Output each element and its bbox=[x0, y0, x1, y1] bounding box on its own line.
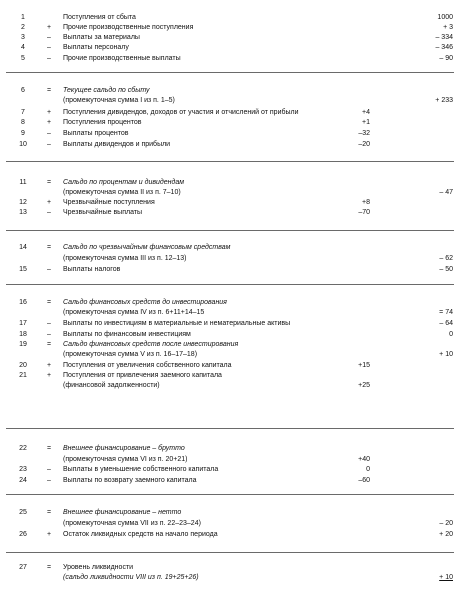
statement-row bbox=[0, 97, 460, 106]
row-number: 3 bbox=[21, 34, 25, 41]
row-operator: = bbox=[46, 564, 52, 571]
row-label: (промежуточная сумма IV из п. 6+11+14–15 bbox=[63, 309, 205, 316]
statement-row bbox=[0, 24, 460, 33]
row-operator: – bbox=[47, 34, 51, 41]
row-value-total: + 233 bbox=[435, 97, 453, 104]
row-number: 23 bbox=[19, 466, 27, 473]
row-value-intermediate: +8 bbox=[362, 199, 370, 206]
row-number: 16 bbox=[19, 299, 27, 306]
row-number: 27 bbox=[19, 564, 27, 571]
row-value-intermediate: +15 bbox=[358, 362, 370, 369]
row-label: (промежуточная сумма VI из п. 20+21) bbox=[63, 456, 188, 463]
statement-row bbox=[0, 189, 460, 198]
row-label: Сальдо финансовых средств до инвестирования bbox=[63, 299, 227, 306]
row-number: 11 bbox=[19, 179, 27, 186]
section-divider bbox=[6, 552, 454, 553]
statement-row bbox=[0, 477, 460, 486]
row-label: Выплаты по инвестициям в материальные и нематериальные активы bbox=[63, 320, 291, 327]
row-number: 18 bbox=[19, 331, 27, 338]
row-label: Выплаты по возврату заемного капитала bbox=[63, 477, 197, 484]
section-divider bbox=[6, 428, 454, 429]
section-divider bbox=[6, 284, 454, 285]
row-label: Выплаты в уменьшение собственного капитала bbox=[63, 466, 219, 473]
row-operator: + bbox=[46, 362, 52, 369]
row-label: Поступления от увеличения собственного капитала bbox=[63, 362, 232, 369]
row-label: (финансовой задолженности) bbox=[63, 382, 160, 389]
row-operator: – bbox=[47, 266, 51, 273]
row-value-intermediate: +40 bbox=[358, 456, 370, 463]
row-operator: + bbox=[46, 531, 52, 538]
row-label: Выплаты по финансовым инвестициям bbox=[63, 331, 191, 338]
section-divider bbox=[6, 161, 454, 162]
statement-row bbox=[0, 320, 460, 329]
row-operator: – bbox=[47, 331, 51, 338]
row-operator: = bbox=[46, 87, 52, 94]
row-value-total: – 62 bbox=[439, 255, 453, 262]
statement-row bbox=[0, 141, 460, 150]
row-label: Прочие производственные выплаты bbox=[63, 55, 181, 62]
row-label: Сальдо по чрезвычайным финансовым средствам bbox=[63, 244, 231, 251]
row-value-intermediate: –32 bbox=[358, 130, 370, 137]
statement-row bbox=[0, 87, 460, 96]
row-number: 13 bbox=[19, 209, 27, 216]
row-label: Поступления от сбыта bbox=[63, 14, 136, 21]
statement-row bbox=[0, 244, 460, 253]
row-label: Выплаты за материалы bbox=[63, 34, 140, 41]
statement-row bbox=[0, 179, 460, 188]
row-value-total: – 64 bbox=[439, 320, 453, 327]
row-number: 5 bbox=[21, 55, 25, 62]
row-value-total: – 334 bbox=[435, 34, 453, 41]
row-label: Внешнее финансирование – брутто bbox=[63, 445, 185, 452]
statement-row bbox=[0, 130, 460, 139]
row-operator: = bbox=[46, 299, 52, 306]
row-number: 4 bbox=[21, 44, 25, 51]
row-value-total: – 90 bbox=[439, 55, 453, 62]
row-number: 14 bbox=[19, 244, 27, 251]
row-number: 2 bbox=[21, 24, 25, 31]
row-label: Текущее сальдо по сбыту bbox=[63, 87, 150, 94]
row-number: 6 bbox=[21, 87, 25, 94]
row-number: 22 bbox=[19, 445, 27, 452]
statement-row bbox=[0, 520, 460, 529]
row-value-total: – 47 bbox=[439, 189, 453, 196]
statement-row bbox=[0, 382, 460, 391]
row-number: 1 bbox=[21, 14, 25, 21]
row-number: 19 bbox=[19, 341, 27, 348]
row-number: 9 bbox=[21, 130, 25, 137]
row-number: 12 bbox=[19, 199, 27, 206]
row-number: 25 bbox=[19, 509, 27, 516]
row-number: 17 bbox=[19, 320, 27, 327]
row-operator: – bbox=[47, 44, 51, 51]
row-label: Сальдо финансовых средств после инвестирования bbox=[63, 341, 239, 348]
row-label: Выплаты персоналу bbox=[63, 44, 129, 51]
section-divider bbox=[6, 230, 454, 231]
row-label: Уровень ликвидности bbox=[63, 564, 134, 571]
statement-row bbox=[0, 564, 460, 573]
row-value-intermediate: +25 bbox=[358, 382, 370, 389]
statement-row bbox=[0, 466, 460, 475]
statement-row bbox=[0, 341, 460, 350]
row-operator: + bbox=[46, 119, 52, 126]
row-label: Прочие производственные поступления bbox=[63, 24, 194, 31]
row-value-intermediate: +1 bbox=[362, 119, 370, 126]
row-label: Поступления процентов bbox=[63, 119, 142, 126]
row-value-total: 0 bbox=[449, 331, 453, 338]
row-value-total: – 346 bbox=[435, 44, 453, 51]
row-value-total: = 74 bbox=[439, 309, 453, 316]
row-value-total: – 50 bbox=[439, 266, 453, 273]
row-value-total: + 3 bbox=[443, 24, 453, 31]
row-label: Сальдо по процентам и дивидендам bbox=[63, 179, 185, 186]
row-label: Выплаты дивидендов и прибыли bbox=[63, 141, 171, 148]
row-number: 15 bbox=[19, 266, 27, 273]
row-label: (сальдо ликвидности VIII из п. 19+25+26) bbox=[63, 574, 199, 581]
row-operator: = bbox=[46, 341, 52, 348]
statement-row bbox=[0, 362, 460, 371]
statement-row bbox=[0, 55, 460, 64]
row-label: Поступления от привлечения заемного капитала bbox=[63, 372, 222, 379]
row-value-intermediate: –20 bbox=[358, 141, 370, 148]
row-label: (промежуточная сумма II из п. 7–10) bbox=[63, 189, 181, 196]
row-number: 21 bbox=[19, 372, 27, 379]
row-value-intermediate: 0 bbox=[366, 466, 370, 473]
statement-row bbox=[0, 372, 460, 381]
statement-row bbox=[0, 445, 460, 454]
row-operator: – bbox=[47, 141, 51, 148]
statement-row bbox=[0, 255, 460, 264]
row-label: (промежуточная сумма I из п. 1–5) bbox=[63, 97, 175, 104]
row-value-total: – 20 bbox=[439, 520, 453, 527]
row-number: 24 bbox=[19, 477, 27, 484]
row-value-total: + 10 bbox=[439, 574, 453, 581]
statement-row bbox=[0, 531, 460, 540]
row-operator: = bbox=[46, 509, 52, 516]
row-operator: – bbox=[47, 209, 51, 216]
row-label: Выплаты процентов bbox=[63, 130, 129, 137]
row-operator: – bbox=[47, 477, 51, 484]
row-value-intermediate: +4 bbox=[362, 109, 370, 116]
row-label: Чрезвычайные поступления bbox=[63, 199, 155, 206]
statement-row bbox=[0, 209, 460, 218]
statement-row bbox=[0, 34, 460, 43]
row-value-total: + 10 bbox=[439, 351, 453, 358]
row-number: 26 bbox=[19, 531, 27, 538]
row-operator: + bbox=[46, 109, 52, 116]
row-operator: = bbox=[46, 179, 52, 186]
statement-row bbox=[0, 456, 460, 465]
statement-row bbox=[0, 266, 460, 275]
row-operator: = bbox=[46, 445, 52, 452]
row-operator: – bbox=[47, 55, 51, 62]
statement-row bbox=[0, 199, 460, 208]
row-operator: + bbox=[46, 372, 52, 379]
statement-row bbox=[0, 351, 460, 360]
section-divider bbox=[6, 72, 454, 73]
section-divider bbox=[6, 494, 454, 495]
row-label: Выплаты налогов bbox=[63, 266, 121, 273]
statement-row bbox=[0, 574, 460, 583]
row-value-intermediate: –70 bbox=[358, 209, 370, 216]
statement-row bbox=[0, 309, 460, 318]
row-number: 20 bbox=[19, 362, 27, 369]
statement-row bbox=[0, 14, 460, 23]
row-value-total: 1000 bbox=[437, 14, 453, 21]
row-operator: – bbox=[47, 320, 51, 327]
row-operator: = bbox=[46, 244, 52, 251]
statement-row bbox=[0, 109, 460, 118]
row-operator: – bbox=[47, 130, 51, 137]
row-operator: + bbox=[46, 24, 52, 31]
row-label: (промежуточная сумма III из п. 12–13) bbox=[63, 255, 187, 262]
statement-row bbox=[0, 44, 460, 53]
row-label: Чрезвычайные выплаты bbox=[63, 209, 143, 216]
row-label: Остаток ликвидных средств на начало периода bbox=[63, 531, 218, 538]
row-value-intermediate: –60 bbox=[358, 477, 370, 484]
row-label: (промежуточная сумма V из п. 16–17–18) bbox=[63, 351, 198, 358]
row-number: 7 bbox=[21, 109, 25, 116]
row-operator: + bbox=[46, 199, 52, 206]
statement-row bbox=[0, 119, 460, 128]
row-number: 10 bbox=[19, 141, 27, 148]
statement-row bbox=[0, 509, 460, 518]
row-label: Внешнее финансирование – нетто bbox=[63, 509, 182, 516]
row-label: (промежуточная сумма VII из п. 22–23–24) bbox=[63, 520, 201, 527]
row-label: Поступления дивидендов, доходов от участия и отчислений от прибыли bbox=[63, 109, 299, 116]
statement-row bbox=[0, 299, 460, 308]
row-value-total: + 20 bbox=[439, 531, 453, 538]
row-number: 8 bbox=[21, 119, 25, 126]
row-operator: – bbox=[47, 466, 51, 473]
statement-row bbox=[0, 331, 460, 340]
